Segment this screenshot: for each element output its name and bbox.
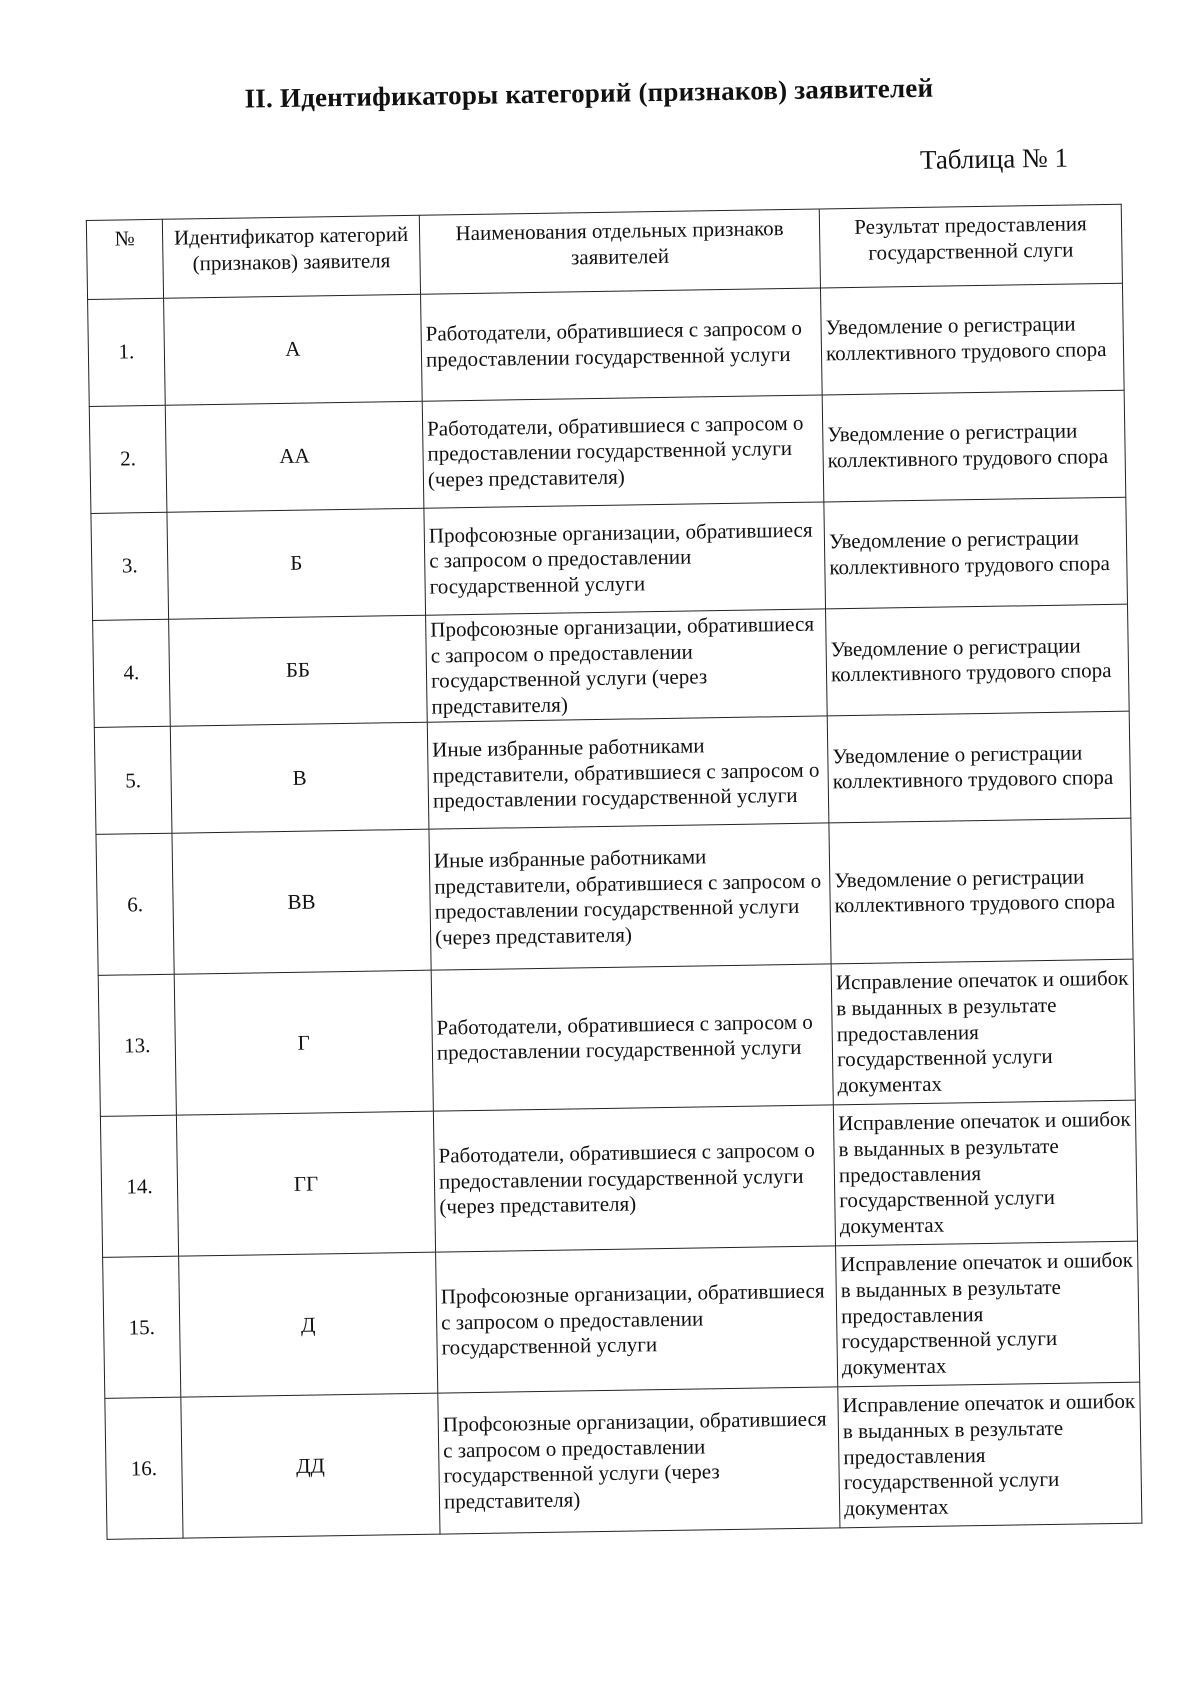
row-identifier: Г <box>174 971 433 1116</box>
row-number: 2. <box>89 405 167 513</box>
table-caption: Таблица № 1 <box>919 142 1069 175</box>
row-number: 5. <box>94 727 172 835</box>
row-identifier: АА <box>165 401 424 512</box>
row-identifier: ДД <box>181 1394 440 1539</box>
row-identifier: А <box>164 294 423 405</box>
row-number: 16. <box>105 1398 183 1540</box>
row-feature-name: Работодатели, обратившиеся с запросом о предоставлении государственной услуги (через представителя) <box>433 1105 835 1252</box>
header-feature-name: Наименования отдельных признаков заявителей <box>419 209 820 294</box>
row-feature-name: Иные избранные работниками представители, обратившиеся с запросом о предоставлении государственной услуги (через представителя) <box>429 823 831 970</box>
row-feature-name: Профсоюзные организации, обратившиеся с запросом о предоставлении государственной услуги (через представителя) <box>438 1387 840 1534</box>
header-result: Результат предоставления государственной слуги <box>819 204 1122 288</box>
row-number: 13. <box>98 975 176 1117</box>
row-feature-name: Профсоюзные организации, обратившиеся с запросом о предоставлении государственной услуги (через представителя) <box>426 609 828 723</box>
row-result: Уведомление о регистрации коллективного трудового спора <box>827 712 1131 824</box>
row-feature-name: Работодатели, обратившиеся с запросом о предоставлении государственной услуги (через представителя) <box>422 395 824 508</box>
table-row <box>89 390 1126 513</box>
row-number: 4. <box>93 619 171 728</box>
row-result: Исправление опечаток и ошибок в выданных в результате предоставления государственной услуги документах <box>831 960 1135 1106</box>
row-identifier: ГГ <box>176 1112 435 1257</box>
row-result: Исправление опечаток и ошибок в выданных в результате предоставления государственной услуги документах <box>833 1101 1137 1247</box>
row-identifier: Б <box>167 508 426 619</box>
row-feature-name: Профсоюзные организации, обратившиеся с запросом о предоставлении государственной услуги <box>436 1246 838 1393</box>
row-number: 6. <box>96 834 174 976</box>
section-heading: II. Идентификаторы категорий (признаков) заявителей <box>244 72 934 114</box>
header-number: № <box>86 219 163 299</box>
row-result: Исправление опечаток и ошибок в выданных в результате предоставления государственной услуги документах <box>836 1242 1140 1388</box>
table-row <box>105 1383 1142 1540</box>
categories-table <box>86 204 1143 1541</box>
table-row <box>98 960 1135 1117</box>
row-identifier: ВВ <box>172 830 431 975</box>
row-result: Уведомление о регистрации коллективного трудового спора <box>826 604 1130 716</box>
row-identifier: В <box>170 723 429 834</box>
row-feature-name: Иные избранные работниками представители, обратившиеся с запросом о предоставлении государственной услуги <box>427 716 829 829</box>
table-row <box>93 604 1130 728</box>
row-result: Уведомление о регистрации коллективного трудового спора <box>822 390 1126 502</box>
row-result: Уведомление о регистрации коллективного трудового спора <box>820 283 1124 395</box>
table-row <box>103 1242 1140 1399</box>
table-row <box>88 283 1125 406</box>
table-row <box>94 712 1131 835</box>
row-result: Уведомление о регистрации коллективного трудового спора <box>824 497 1128 609</box>
row-number: 14. <box>100 1116 178 1258</box>
table-row <box>91 497 1128 620</box>
row-number: 1. <box>88 298 166 406</box>
table-row <box>100 1101 1137 1258</box>
row-feature-name: Работодатели, обратившиеся с запросом о предоставлении государственной услуги <box>421 288 823 401</box>
table-row <box>96 819 1133 976</box>
row-result: Уведомление о регистрации коллективного трудового спора <box>829 819 1133 965</box>
row-feature-name: Профсоюзные организации, обратившиеся с запросом о предоставлении государственной услуги <box>424 502 826 615</box>
row-identifier: ББ <box>169 615 428 726</box>
row-number: 15. <box>103 1257 181 1399</box>
row-feature-name: Работодатели, обратившиеся с запросом о предоставлении государственной услуги <box>431 964 833 1111</box>
header-identifier: Идентификатор категорий (признаков) заявителя <box>162 215 420 298</box>
row-number: 3. <box>91 512 169 620</box>
row-result: Исправление опечаток и ошибок в выданных в результате предоставления государственной услуги документах <box>838 1383 1142 1529</box>
row-identifier: Д <box>179 1253 438 1398</box>
